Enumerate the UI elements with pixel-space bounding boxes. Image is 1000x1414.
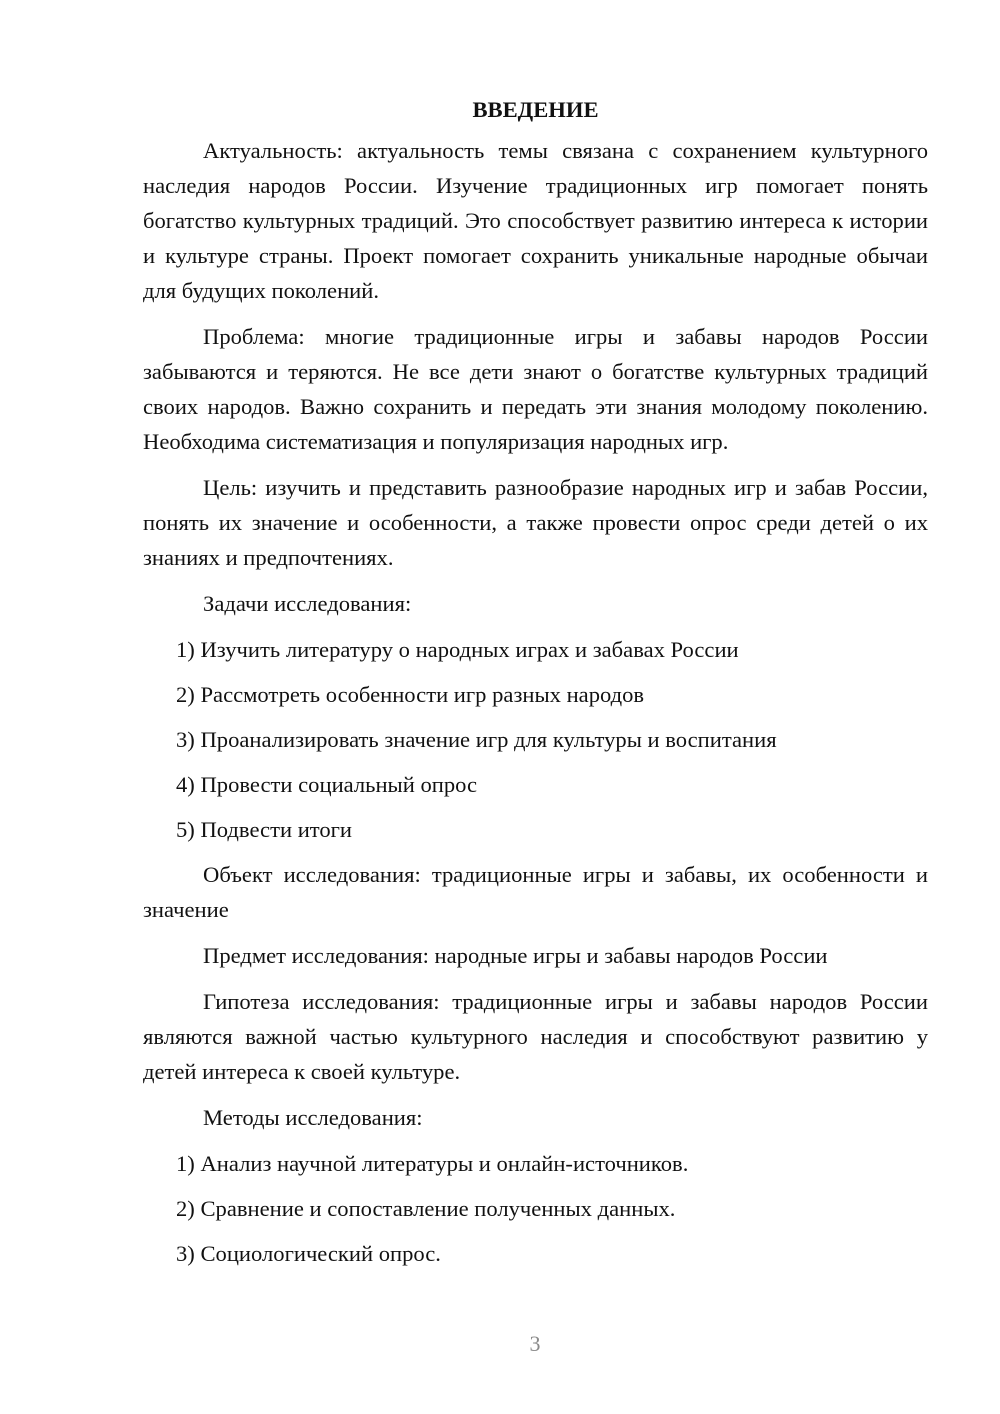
subject-line: Предмет исследования: народные игры и забавы народов России: [203, 943, 828, 968]
page-number: 3: [529, 1331, 541, 1356]
object-paragraph: Объект исследования: традиционные игры и забавы, их особенности и значение: [143, 862, 928, 922]
method-item: 1) Анализ научной литературы и онлайн-источников.: [176, 1151, 689, 1176]
task-item: 1) Изучить литературу о народных играх и забавах России: [176, 637, 739, 662]
task-item: 4) Провести социальный опрос: [176, 772, 478, 797]
goal-paragraph: Цель: изучить и представить разнообразие народных игр и забав России, понять их значение и особенности, а также провести опрос среди детей о их знаниях и предпочтениях.: [143, 475, 928, 570]
problem-paragraph: Проблема: многие традиционные игры и забавы народов России забываются и теряются. Не все дети знают о богатстве культурных традиций своих народов. Важно сохранить и передать эти знания молодому поколению. Необходима систематизация и популяризация народных игр.: [143, 324, 928, 454]
task-item: 2) Рассмотреть особенности игр разных народов: [176, 682, 645, 707]
page-title: ВВЕДЕНИЕ: [472, 97, 599, 122]
tasks-heading: Задачи исследования:: [203, 591, 412, 616]
task-item: 3) Проанализировать значение игр для культуры и воспитания: [176, 727, 777, 752]
relevance-paragraph: Актуальность: актуальность темы связана с сохранением культурного наследия народов России. Изучение традиционных игр помогает понять богатство культурных традиций. Это способствует развитию интереса к истории и культуре страны. Проект помогает сохранить уникальные народные обычаи для будущих поколений.: [143, 138, 928, 303]
task-item: 5) Подвести итоги: [176, 817, 353, 842]
methods-heading: Методы исследования:: [203, 1105, 423, 1130]
hypothesis-paragraph: Гипотеза исследования: традиционные игры и забавы народов России являются важной частью культурного наследия и способствуют развитию у детей интереса к своей культуре.: [143, 989, 928, 1084]
document-body: [143, 92, 928, 1281]
method-item: 3) Социологический опрос.: [176, 1241, 441, 1266]
method-item: 2) Сравнение и сопоставление полученных данных.: [176, 1196, 676, 1221]
